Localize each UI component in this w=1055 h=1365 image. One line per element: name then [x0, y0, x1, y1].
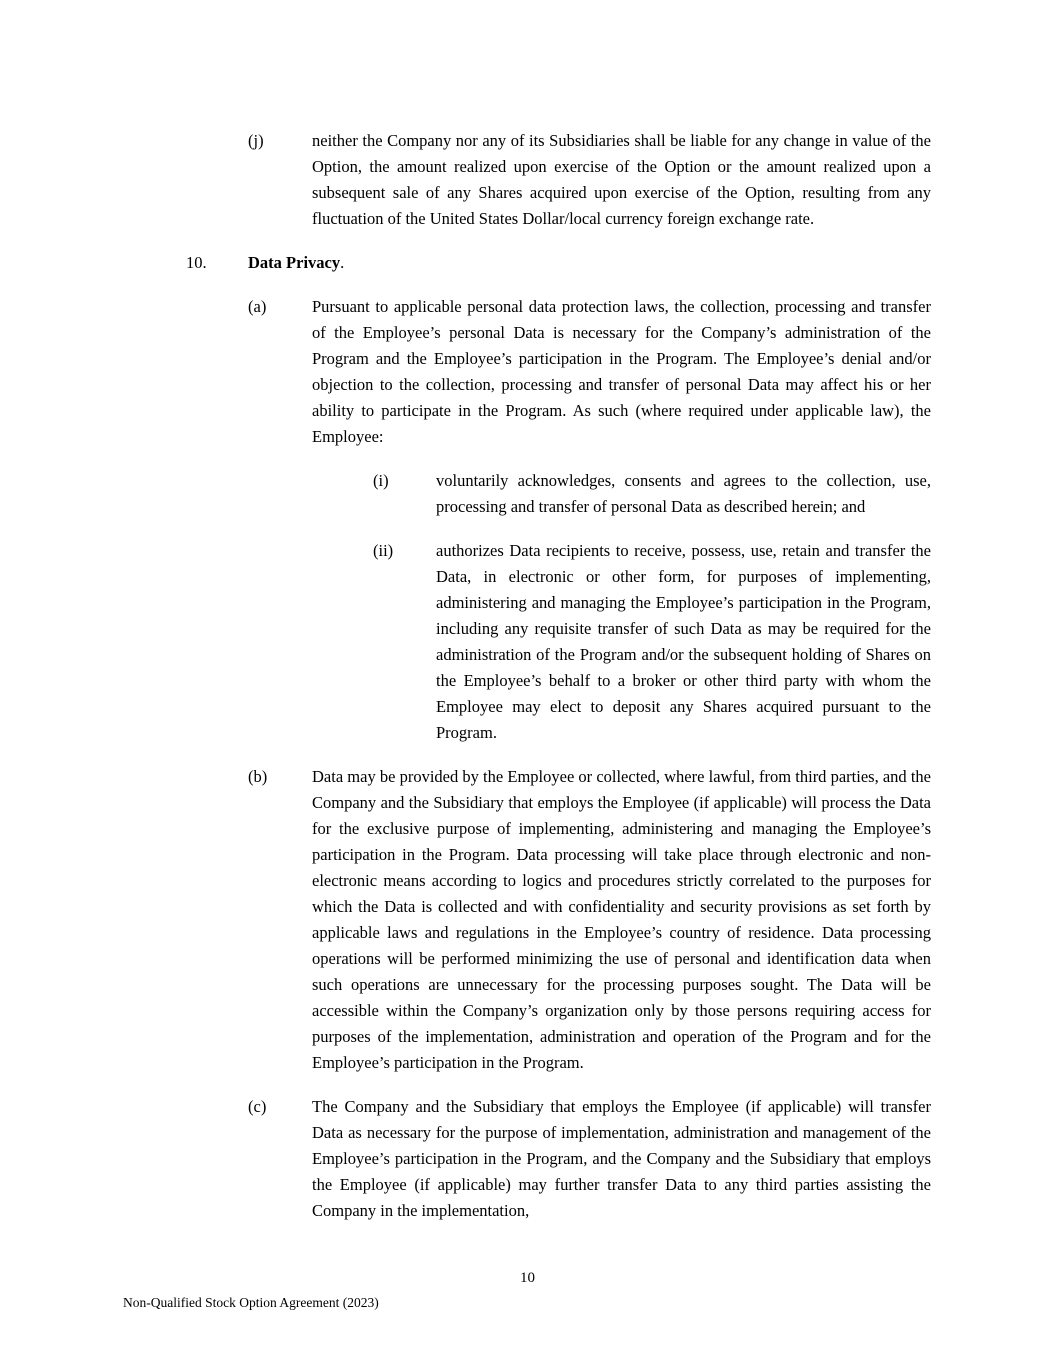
clause-b-text: Data may be provided by the Employee or collected, where lawful, from third parties, and the Company and the Subsidiary that employs the Employee (if applicable) will process the Data for the exclusive purpose of implementing, administering and managing the Employee’s participation in the Program. Data processing will take place through electronic and non-electronic means according to logics and procedures strictly correlated to the purposes for which the Data is collected and with confidentiality and security provisions as set forth by applicable laws and regulations in the Employee’s country of residence. Data processing operations will be performed minimizing the use of personal and identification data when such operations are unnecessary for the processing purposes sought. The Data will be accessible within the Company’s organization only by those persons requiring access for purposes of the implementation, administration and operation of the Program and for the Employee’s participation in the Program.	[312, 767, 931, 1072]
clause-j-label: (j)	[248, 131, 264, 150]
section-10-title-period: .	[340, 253, 345, 272]
clause-c-text: The Company and the Subsidiary that employs the Employee (if applicable) will transfer Data as necessary for the purpose of implementation, administration and management of the Employee’s participation in the Program, and the Company and the Subsidiary that employs the Employee (if applicable) may further transfer Data to any third parties assisting the Company in the implementation,	[312, 1097, 931, 1220]
section-10-heading	[123, 250, 931, 276]
document-footer: Non-Qualified Stock Option Agreement (2023)	[123, 1295, 379, 1310]
clause-b	[123, 764, 931, 1076]
clause-a	[123, 294, 931, 450]
section-10-title-wrap	[248, 250, 344, 276]
clause-j	[123, 128, 931, 232]
clause-a-label: (a)	[248, 297, 267, 316]
section-10-number: 10.	[186, 253, 207, 272]
sub-clause-ii	[123, 538, 931, 746]
clause-a-text: Pursuant to applicable personal data protection laws, the collection, processing and transfer of the Employee’s personal Data is necessary for the Company’s administration of the Program and the Employee’s participation in the Program. The Employee’s denial and/or objection to the collection, processing and transfer of personal Data may affect his or her ability to participate in the Program. As such (where required under applicable law), the Employee:	[312, 297, 931, 446]
clause-c	[123, 1094, 931, 1224]
clause-b-label: (b)	[248, 767, 268, 786]
sub-clause-ii-text: authorizes Data recipients to receive, possess, use, retain and transfer the Data, in electronic or other form, for purposes of implementing, administering and managing the Employee’s participation in the Program, including any requisite transfer of such Data as may be required for the administration of the Program and/or the subsequent holding of Shares on the Employee’s behalf to a broker or other third party with whom the Employee may elect to deposit any Shares acquired pursuant to the Program.	[436, 541, 931, 742]
sub-clause-i	[123, 468, 931, 520]
sub-clause-i-text: voluntarily acknowledges, consents and agrees to the collection, use, processing and transfer of personal Data as described herein; and	[436, 471, 931, 516]
clause-c-label: (c)	[248, 1097, 267, 1116]
section-10-title: Data Privacy	[248, 253, 341, 272]
clause-j-text: neither the Company nor any of its Subsidiaries shall be liable for any change in value of the Option, the amount realized upon exercise of the Option or the amount realized upon a subsequent sale of any Shares acquired upon exercise of the Option, resulting from any fluctuation of the United States Dollar/local currency foreign exchange rate.	[312, 131, 931, 228]
sub-clause-ii-label: (ii)	[373, 541, 394, 560]
sub-clause-i-label: (i)	[373, 471, 389, 490]
page-number: 10	[520, 1270, 535, 1286]
